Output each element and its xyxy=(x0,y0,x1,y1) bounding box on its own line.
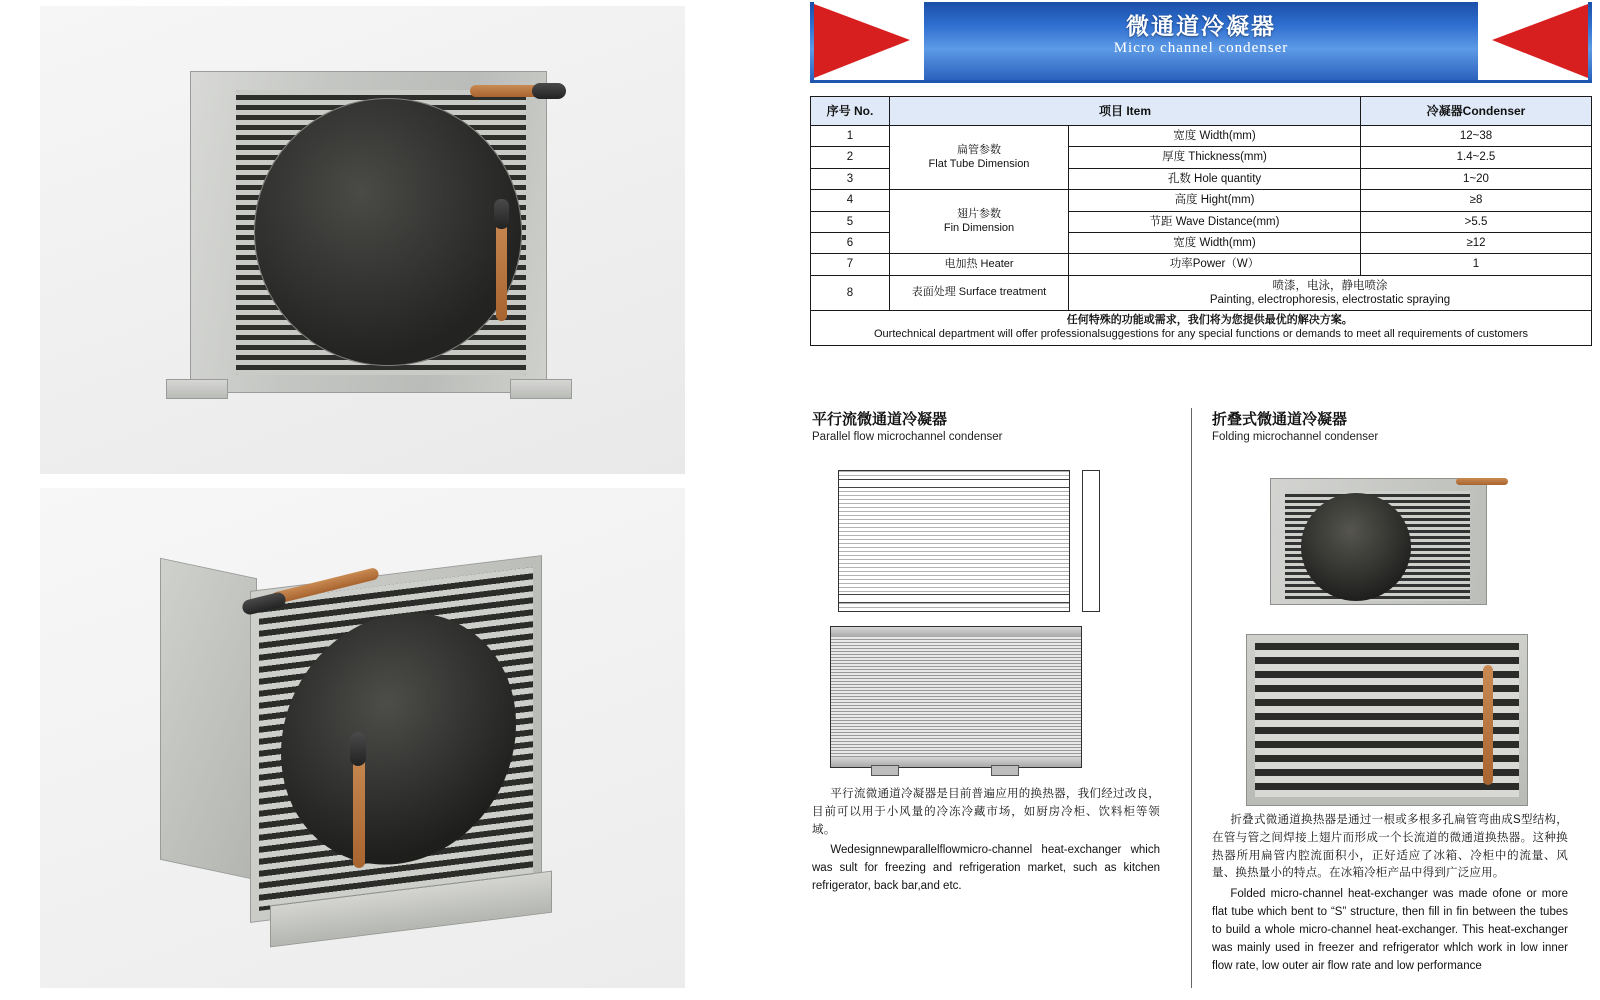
group-label-cn: 扁管参数 xyxy=(957,143,1001,156)
cell-value: 1.4~2.5 xyxy=(1361,147,1592,168)
cell-item: 宽度 Width(mm) xyxy=(1069,232,1361,253)
parallel-flow-side-drawing xyxy=(1082,470,1100,612)
table-row xyxy=(811,254,1592,275)
group-label-en: Flat Tube Dimension xyxy=(928,157,1030,170)
cell-no: 8 xyxy=(811,275,890,311)
section-parallel-flow xyxy=(810,408,1170,988)
condenser-fin-pack xyxy=(236,90,526,375)
banner-title-cn: 微通道冷凝器 xyxy=(1126,13,1276,39)
folding-coil-rows xyxy=(1255,643,1519,797)
surface-treatment-en: Painting, electrophoresis, electrostatic spraying xyxy=(1209,294,1451,306)
table-note-row xyxy=(811,311,1592,346)
cell-value: 1~20 xyxy=(1361,168,1592,189)
cell-item: 厚度 Thickness(mm) xyxy=(1069,147,1361,168)
section-divider xyxy=(1191,408,1192,988)
specification-table xyxy=(810,96,1592,346)
cell-no: 4 xyxy=(811,190,890,211)
cell-value: >5.5 xyxy=(1361,211,1592,232)
mount-tab-left xyxy=(871,765,899,776)
product-photo-angled-view xyxy=(40,488,685,988)
cell-group-surface: 表面处理 Surface treatment xyxy=(890,275,1069,311)
group-label-cn: 翅片参数 xyxy=(957,207,1001,220)
folding-title-en: Folding microchannel condenser xyxy=(1212,431,1379,443)
condenser-housing xyxy=(190,71,547,393)
folding-coil-copper-tube xyxy=(1483,665,1493,785)
folding-unit-illustration xyxy=(1260,472,1510,622)
fan-opening xyxy=(254,98,522,366)
folding-fan-opening xyxy=(1301,493,1411,601)
cell-group-flat-tube xyxy=(890,126,1069,190)
cell-group-heater: 电加热 Heater xyxy=(890,254,1069,275)
drawing-top-edge xyxy=(831,627,1081,637)
folding-paragraph-cn: 折叠式微通道换热器是通过一根或多根多孔扁管弯曲成S型结构，在管与管之间焊接上翅片而形成一个长流道的微通道换热器。这种换热器所用扁管内腔流面积小，正好适应了冰箱、冷柜中的流量、风量、换热量小的特点。在冰箱冷柜产品中得到广泛应用。 xyxy=(1212,814,1568,880)
cell-group-fin xyxy=(890,190,1069,254)
product-photo-front-view xyxy=(40,6,685,474)
cell-no: 3 xyxy=(811,168,890,189)
note-text-cn: 任何特殊的功能或需求，我们将为您提供最优的解决方案。 xyxy=(1066,314,1353,327)
parallel-flow-photo-drawing xyxy=(830,626,1082,768)
table-note-cell xyxy=(811,311,1592,346)
cell-item: 宽度 Width(mm) xyxy=(1069,126,1361,147)
cell-no: 5 xyxy=(811,211,890,232)
cell-no: 6 xyxy=(811,232,890,253)
bottom-sections xyxy=(810,408,1592,988)
condenser-front-illustration xyxy=(160,61,580,421)
drawing-header-band xyxy=(839,479,1069,488)
parallel-title-en: Parallel flow microchannel condenser xyxy=(812,431,1003,443)
cell-value: ≥8 xyxy=(1361,190,1592,211)
mount-tab-right xyxy=(991,765,1019,776)
cell-no: 7 xyxy=(811,254,890,275)
table-header-row xyxy=(811,97,1592,126)
surface-treatment-cn: 喷漆，电泳，静电喷涂 xyxy=(1272,279,1388,292)
folding-copper-tube xyxy=(1456,478,1508,485)
cell-item: 孔数 Hole quantity xyxy=(1069,168,1361,189)
cell-value: 1 xyxy=(1361,254,1592,275)
cell-item: 功率Power（W） xyxy=(1069,254,1361,275)
cell-value: 12~38 xyxy=(1361,126,1592,147)
cell-value: ≥12 xyxy=(1361,232,1592,253)
folding-unit-housing xyxy=(1270,478,1487,605)
cell-no: 1 xyxy=(811,126,890,147)
cell-item: 高度 Hight(mm) xyxy=(1069,190,1361,211)
note-text-en: Ourtechnical department will offer professionalsuggestions for any special functions or demands to meet all requirements of customers xyxy=(873,328,1528,341)
cell-no: 2 xyxy=(811,147,890,168)
parallel-paragraph-en: Wedesignnewparallelflowmicro-channel heat-exchanger which was sult for freezing and refrigeration market, such as kitchen refrigerator, back bar,and etc. xyxy=(812,844,1160,893)
tube-cap-black-angled-2 xyxy=(350,732,366,766)
group-label-en: Fin Dimension xyxy=(943,221,1015,234)
parallel-title-cn: 平行流微通道冷凝器 xyxy=(812,411,948,428)
folding-title-cn: 折叠式微通道冷凝器 xyxy=(1212,411,1348,428)
tube-cap-black xyxy=(532,83,566,99)
tube-cap-black-2 xyxy=(494,199,509,229)
cell-item: 节距 Wave Distance(mm) xyxy=(1069,211,1361,232)
table-row xyxy=(811,126,1592,147)
copper-inlet-tube xyxy=(470,85,540,97)
mounting-foot-right xyxy=(510,379,572,399)
mounting-foot-left xyxy=(166,379,228,399)
parallel-flow-line-drawing xyxy=(838,470,1070,612)
drawing-footer-band xyxy=(839,594,1069,603)
condenser-face-panel xyxy=(250,555,542,923)
header-item: 项目 Item xyxy=(890,97,1361,126)
table-row xyxy=(811,190,1592,211)
banner-title-en: Micro channel condenser xyxy=(1113,40,1289,56)
table-row xyxy=(811,275,1592,311)
copper-outlet-tube-angled xyxy=(353,748,365,868)
specification-column xyxy=(800,0,1600,1000)
cell-item-surface xyxy=(1069,275,1592,311)
banner-underline xyxy=(810,80,1592,83)
folding-coil-illustration xyxy=(1246,634,1528,806)
section-folding xyxy=(1210,408,1570,988)
parallel-paragraph-cn: 平行流微通道冷凝器是目前普遍应用的换热器，我们经过改良，目前可以用于小风量的冷冻冷藏市场，如厨房冷柜、饮料柜等领域。 xyxy=(812,788,1160,836)
folding-paragraph-en: Folded micro-channel heat-exchanger was made ofone or more flat tube which bent to “S” structure, then fill in fin between the tubes to build a whole micro-channel heat-exchanger. This heat-exchanger was mainly used in freezer and refrigerator whlch work in low inner flow rate, low outer air flow rate and low performance xyxy=(1212,888,1568,972)
product-banner xyxy=(810,2,1592,80)
drawing-bottom-edge xyxy=(831,757,1081,767)
header-no: 序号 No. xyxy=(811,97,890,126)
condenser-angled-illustration xyxy=(120,518,640,958)
header-condenser: 冷凝器Condenser xyxy=(1361,97,1592,126)
